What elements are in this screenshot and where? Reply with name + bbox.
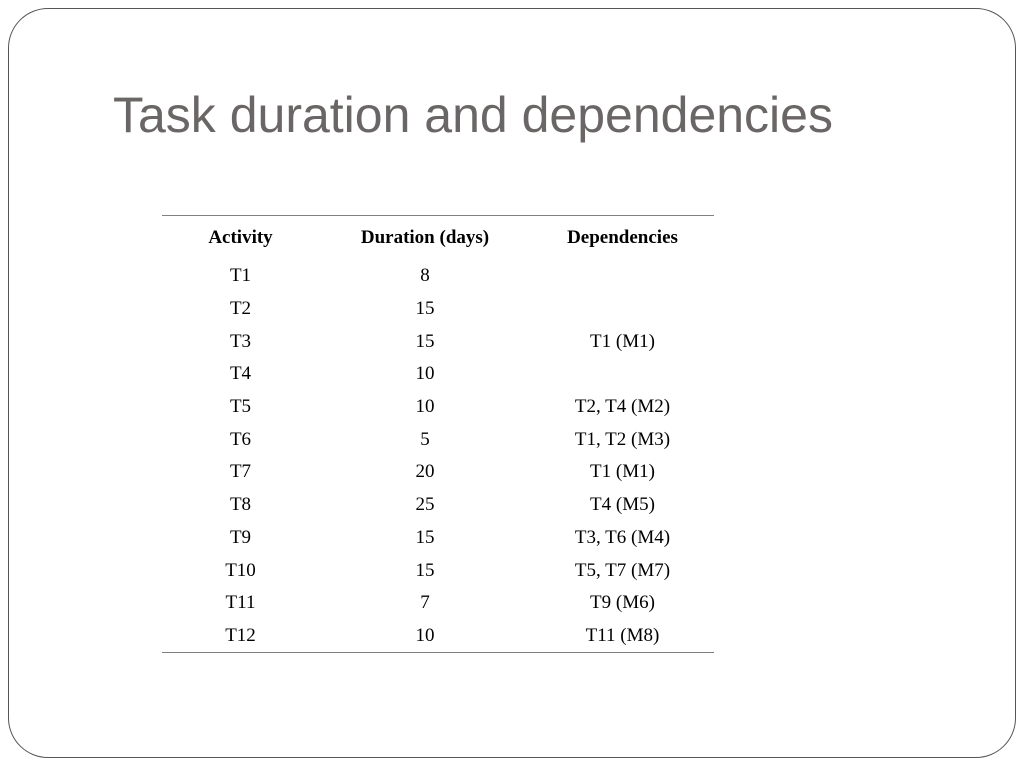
header-duration: Duration (days) (360, 227, 490, 248)
activity-cell: T8 (229, 494, 252, 516)
table-row (162, 587, 714, 620)
task-table (162, 215, 714, 653)
duration-cell: 10 (415, 624, 435, 646)
table-row (162, 293, 714, 326)
dependencies-cell: T2, T4 (M2) (574, 396, 671, 418)
dependencies-cell: T1, T2 (M3) (574, 428, 671, 450)
duration-cell: 15 (415, 526, 435, 548)
table-row (162, 620, 714, 653)
task-table-container (162, 215, 714, 653)
slide-frame (8, 8, 1016, 758)
duration-cell: 15 (415, 330, 435, 352)
header-dependencies: Dependencies (567, 227, 678, 248)
activity-cell: T2 (229, 298, 252, 320)
activity-cell: T11 (225, 592, 256, 614)
duration-cell: 20 (415, 461, 435, 483)
dependencies-cell: T4 (M5) (590, 494, 655, 516)
table-row (162, 423, 714, 456)
activity-cell: T6 (229, 428, 252, 450)
dependencies-cell: T11 (M8) (585, 624, 660, 646)
dependencies-cell: T1 (M1) (590, 461, 655, 483)
activity-cell: T12 (225, 624, 256, 646)
table-header-row (162, 216, 714, 261)
table-row (162, 554, 714, 587)
dependencies-cell (531, 358, 714, 391)
table-row (162, 489, 714, 522)
table-body (162, 260, 714, 653)
activity-cell: T5 (229, 396, 252, 418)
slide-title: Task duration and dependencies (113, 87, 833, 143)
activity-cell: T9 (229, 526, 252, 548)
dependencies-cell: T9 (M6) (590, 592, 655, 614)
dependencies-cell: T1 (M1) (590, 330, 655, 352)
dependencies-cell: T5, T7 (M7) (574, 559, 671, 581)
dependencies-cell: T3, T6 (M4) (574, 526, 671, 548)
duration-cell: 5 (420, 428, 430, 450)
activity-cell: T7 (229, 461, 252, 483)
table-row (162, 522, 714, 555)
duration-cell: 10 (415, 396, 435, 418)
duration-cell: 8 (420, 265, 430, 287)
activity-cell: T1 (229, 265, 252, 287)
dependencies-cell (531, 260, 714, 293)
duration-cell: 25 (415, 494, 435, 516)
duration-cell: 7 (420, 592, 430, 614)
table-row (162, 325, 714, 358)
activity-cell: T3 (229, 330, 252, 352)
activity-cell: T4 (229, 363, 252, 385)
table-row (162, 358, 714, 391)
table-row (162, 456, 714, 489)
duration-cell: 15 (415, 559, 435, 581)
duration-cell: 10 (415, 363, 435, 385)
table-row (162, 391, 714, 424)
header-activity: Activity (208, 227, 273, 248)
dependencies-cell (531, 293, 714, 326)
table-row (162, 260, 714, 293)
activity-cell: T10 (225, 559, 256, 581)
duration-cell: 15 (415, 298, 435, 320)
